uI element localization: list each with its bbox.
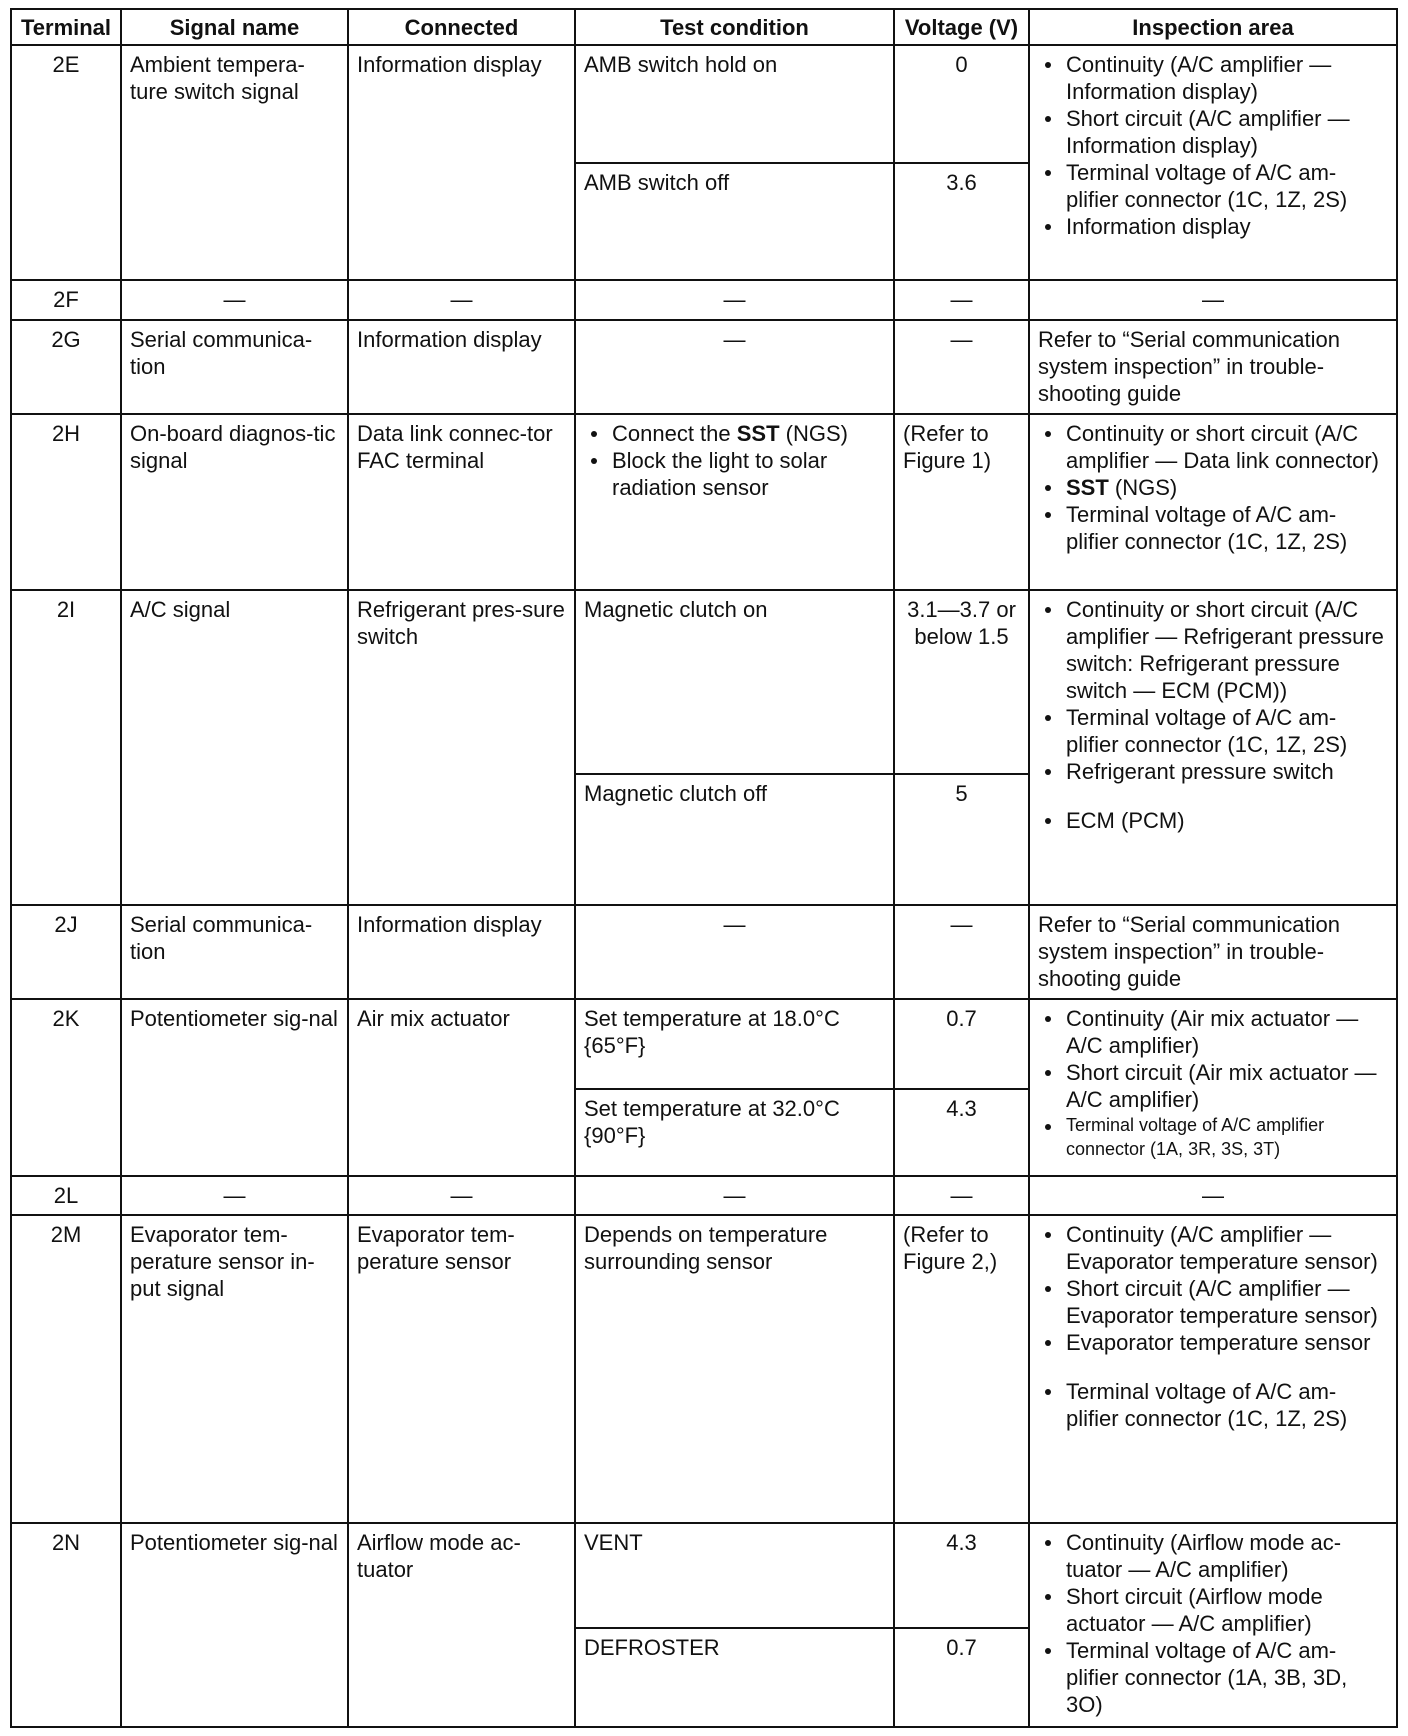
test-condition-cell: VENT: [575, 1523, 894, 1628]
signal-name-cell: Serial communica-tion: [121, 320, 348, 414]
terminal-cell: 2F: [11, 280, 121, 319]
table-row: [11, 320, 1397, 414]
table-row: [11, 45, 1397, 162]
inspection-area-cell: [1029, 590, 1397, 906]
terminal-cell: 2E: [11, 45, 121, 280]
terminal-cell: 2K: [11, 999, 121, 1175]
terminal-cell: 2G: [11, 320, 121, 414]
terminal-cell: 2N: [11, 1523, 121, 1727]
dash-cell: —: [894, 905, 1029, 999]
inspection-item: Continuity (A/C amplifier — Evaporator temperature sensor): [1066, 1221, 1388, 1275]
test-condition-cell: AMB switch off: [575, 163, 894, 280]
connected-cell: Information display: [348, 45, 575, 280]
inspection-item: Continuity or short circuit (A/C amplifier — Refrigerant pressure switch: Refrigerant pressure switch — ECM (PCM)): [1066, 596, 1388, 704]
voltage-cell: 3.1—3.7 or below 1.5: [894, 590, 1029, 774]
signal-name-cell: Ambient tempera-ture switch signal: [121, 45, 348, 280]
inspection-item: Evaporator temperature sensor: [1066, 1329, 1388, 1356]
signal-name-cell: Evaporator tem-perature sensor in-put signal: [121, 1215, 348, 1523]
inspection-item: Short circuit (Air mix actuator — A/C amplifier): [1066, 1059, 1388, 1113]
terminal-cell: 2J: [11, 905, 121, 999]
test-condition-cell: DEFROSTER: [575, 1628, 894, 1727]
dash-cell: —: [575, 1176, 894, 1215]
inspection-item: Refrigerant pressure switch: [1066, 758, 1388, 785]
voltage-cell: 0.7: [894, 1628, 1029, 1727]
voltage-cell: 0: [894, 45, 1029, 162]
connected-cell: Air mix actuator: [348, 999, 575, 1175]
inspection-area-cell: Refer to “Serial communication system inspection” in trouble-shooting guide: [1029, 905, 1397, 999]
signal-name-cell: On-board diagnos-tic signal: [121, 414, 348, 590]
table-row: [11, 590, 1397, 774]
inspection-area-cell: Refer to “Serial communication system inspection” in trouble-shooting guide: [1029, 320, 1397, 414]
connected-cell: Evaporator tem-perature sensor: [348, 1215, 575, 1523]
inspection-item: Terminal voltage of A/C am-plifier connector (1C, 1Z, 2S): [1066, 159, 1388, 213]
dash-cell: —: [894, 1176, 1029, 1215]
table-row: [11, 1523, 1397, 1628]
inspection-item: Terminal voltage of A/C am-plifier connector (1C, 1Z, 2S): [1066, 1378, 1388, 1432]
table-row: [11, 1176, 1397, 1215]
inspection-item: Continuity or short circuit (A/C amplifier — Data link connector): [1066, 420, 1388, 474]
header-terminal: Terminal: [11, 9, 121, 45]
inspection-area-cell: [1029, 1523, 1397, 1727]
inspection-item: Continuity (Air mix actuator — A/C amplifier): [1066, 1005, 1388, 1059]
inspection-item: Terminal voltage of A/C am-plifier connector (1C, 1Z, 2S): [1066, 501, 1388, 555]
inspection-item: Terminal voltage of A/C amplifier connector (1A, 3R, 3S, 3T): [1066, 1113, 1388, 1161]
inspection-area-cell: [1029, 999, 1397, 1175]
inspection-item: Information display: [1066, 213, 1388, 240]
voltage-cell: 4.3: [894, 1089, 1029, 1176]
inspection-item: Continuity (Airflow mode ac-tuator — A/C amplifier): [1066, 1529, 1388, 1583]
header-voltage: Voltage (V): [894, 9, 1029, 45]
inspection-item: Terminal voltage of A/C am-plifier connector (1C, 1Z, 2S): [1066, 704, 1388, 758]
condition-text: Connect the: [612, 420, 737, 446]
test-condition-cell: Magnetic clutch on: [575, 590, 894, 774]
dash-cell: —: [575, 280, 894, 319]
terminal-cell: 2H: [11, 414, 121, 590]
inspection-item: Short circuit (A/C amplifier — Evaporator temperature sensor): [1066, 1275, 1388, 1329]
test-condition-cell: Set temperature at 32.0°C {90°F}: [575, 1089, 894, 1176]
test-condition-cell: AMB switch hold on: [575, 45, 894, 162]
inspection-area-cell: [1029, 414, 1397, 590]
voltage-cell: (Refer to Figure 1): [894, 414, 1029, 590]
table-row: [11, 1215, 1397, 1523]
sst-label: SST: [736, 420, 780, 446]
sst-label: SST: [1066, 474, 1109, 500]
voltage-cell: 0.7: [894, 999, 1029, 1088]
signal-name-cell: Potentiometer sig-nal: [121, 1523, 348, 1727]
voltage-cell: 5: [894, 774, 1029, 906]
dash-cell: —: [121, 1176, 348, 1215]
header-connected: Connected: [348, 9, 575, 45]
inspection-item: Short circuit (Airflow mode actuator — A/C amplifier): [1066, 1583, 1388, 1637]
inspection-item: Terminal voltage of A/C am-plifier connector (1A, 3B, 3D, 3O): [1066, 1637, 1388, 1718]
header-signal-name: Signal name: [121, 9, 348, 45]
terminal-cell: 2M: [11, 1215, 121, 1523]
terminal-cell: 2L: [11, 1176, 121, 1215]
test-condition-cell: [575, 414, 894, 590]
connected-cell: Refrigerant pres-sure switch: [348, 590, 575, 906]
connected-cell: Airflow mode ac-tuator: [348, 1523, 575, 1727]
dash-cell: —: [575, 905, 894, 999]
voltage-cell: (Refer to Figure 2,): [894, 1215, 1029, 1523]
dash-cell: —: [1029, 280, 1397, 319]
signal-name-cell: A/C signal: [121, 590, 348, 906]
connected-cell: Information display: [348, 320, 575, 414]
condition-text: (NGS): [779, 420, 848, 446]
table-row: [11, 280, 1397, 319]
table-row: [11, 999, 1397, 1088]
inspection-item: ECM (PCM): [1066, 807, 1388, 834]
dash-cell: —: [348, 1176, 575, 1215]
voltage-cell: 4.3: [894, 1523, 1029, 1628]
inspection-item: Continuity (A/C amplifier — Information display): [1066, 51, 1388, 105]
connected-cell: Information display: [348, 905, 575, 999]
condition-item: [612, 420, 885, 447]
test-condition-cell: Set temperature at 18.0°C {65°F}: [575, 999, 894, 1088]
dash-cell: —: [121, 280, 348, 319]
signal-name-cell: Potentiometer sig-nal: [121, 999, 348, 1175]
terminal-inspection-table: [10, 8, 1398, 1728]
table-row: [11, 905, 1397, 999]
header-test-condition: Test condition: [575, 9, 894, 45]
voltage-cell: 3.6: [894, 163, 1029, 280]
dash-cell: —: [894, 280, 1029, 319]
test-condition-cell: Magnetic clutch off: [575, 774, 894, 906]
inspection-text: (NGS): [1108, 474, 1178, 500]
terminal-cell: 2I: [11, 590, 121, 906]
dash-cell: —: [348, 280, 575, 319]
dash-cell: —: [894, 320, 1029, 414]
inspection-item: Short circuit (A/C amplifier — Information display): [1066, 105, 1388, 159]
inspection-area-cell: [1029, 45, 1397, 280]
dash-cell: —: [575, 320, 894, 414]
signal-name-cell: Serial communica-tion: [121, 905, 348, 999]
table-header-row: [11, 9, 1397, 45]
header-inspection-area: Inspection area: [1029, 9, 1397, 45]
inspection-item: [1066, 474, 1388, 501]
inspection-area-cell: [1029, 1215, 1397, 1523]
connected-cell: Data link connec-tor FAC terminal: [348, 414, 575, 590]
test-condition-cell: Depends on temperature surrounding sensor: [575, 1215, 894, 1523]
table-row: [11, 414, 1397, 590]
dash-cell: —: [1029, 1176, 1397, 1215]
condition-item: Block the light to solar radiation sensor: [612, 447, 885, 501]
